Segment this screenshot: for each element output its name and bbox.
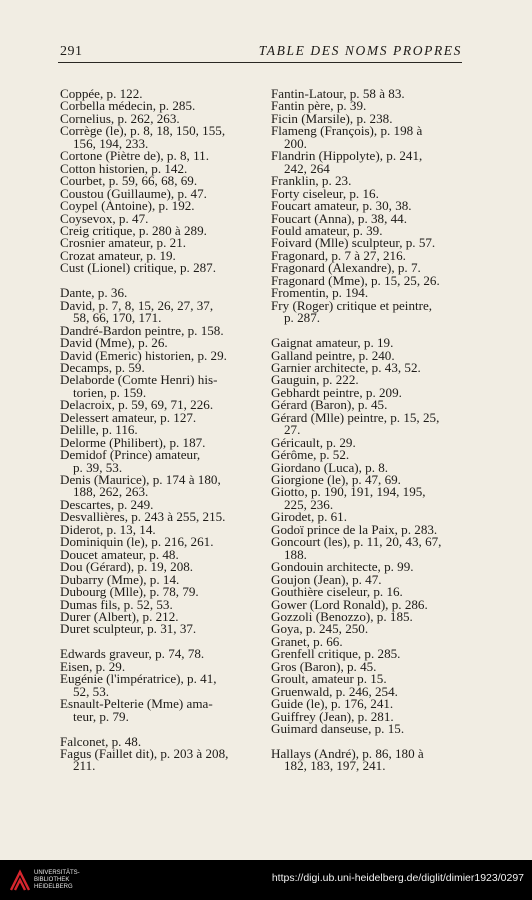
index-entry: Guiffrey (Jean), p. 281. xyxy=(271,708,394,724)
index-entry: Gérard (Mlle) peintre, p. 15, 25, 27. xyxy=(271,409,440,438)
index-entry: David (Emeric) historien, p. 29. xyxy=(60,347,227,363)
index-entry: Descartes, p. 249. xyxy=(60,496,154,512)
index-entry: Goujon (Jean), p. 47. xyxy=(271,571,382,587)
index-entry: Fragonard (Alexandre), p. 7. xyxy=(271,260,421,276)
index-entry: Eugénie (l'impératrice), p. 41, 52, 53. xyxy=(60,671,217,699)
index-entry: Denis (Maurice), p. 174 à 180, 188, 262, 263. xyxy=(60,472,221,500)
index-entry: Goncourt (les), p. 11, 20, 43, 67, 188. xyxy=(271,534,442,562)
index-entry: Giorgione (le), p. 47, 69. xyxy=(271,472,401,488)
index-entry: Dante, p. 36. xyxy=(60,285,128,301)
index-entry: Esnault-Pelterie (Mme) ama- teur, p. 79. xyxy=(60,696,213,724)
index-entry: Gaignat amateur, p. 19. xyxy=(271,335,394,351)
index-entry: Foucart amateur, p. 30, 38. xyxy=(271,198,412,214)
index-entry: Fromentin, p. 194. xyxy=(271,285,369,301)
index-entry: Guide (le), p. 176, 241. xyxy=(271,696,394,712)
index-entry: Gouthière ciseleur, p. 16. xyxy=(271,584,403,600)
library-name: UNIVERSITÄTS- BIBLIOTHEK HEIDELBERG xyxy=(34,870,80,890)
index-entry: Fry (Roger) critique et peintre, p. 287. xyxy=(271,297,433,326)
index-entry: Gruenwald, p. 246, 254. xyxy=(271,683,398,699)
index-entry: Diderot, p. 13, 14. xyxy=(60,521,156,537)
index-entry: Doucet amateur, p. 48. xyxy=(60,546,179,562)
index-entry: Corrège (le), p. 8, 18, 150, 155, 156, 194, 233. xyxy=(60,123,226,151)
index-entry: Coypel (Antoine), p. 192. xyxy=(60,198,195,214)
index-entry: Delessert amateur, p. 127. xyxy=(60,409,197,425)
index-entry: Gondouin architecte, p. 99. xyxy=(271,559,414,575)
index-entry: Gower (Lord Ronald), p. 286. xyxy=(271,596,428,612)
page-number: 291 xyxy=(60,44,83,59)
index-entry: Gérôme, p. 52. xyxy=(271,447,350,463)
index-entry: Dandré-Bardon peintre, p. 158. xyxy=(60,322,224,338)
index-entry: Girodet, p. 61. xyxy=(271,509,348,525)
index-entry: Galland peintre, p. 240. xyxy=(271,347,395,363)
index-entry: Cust (Lionel) critique, p. 287. xyxy=(60,260,217,276)
index-entry: Granet, p. 66. xyxy=(271,633,343,649)
index-entry: Groult, amateur p. 15. xyxy=(271,671,387,687)
index-entry: Dominiquin (le), p. 216, 261. xyxy=(60,534,214,550)
running-head: TABLE DES NOMS PROPRES xyxy=(258,43,462,58)
index-entry: Fagus (Faillet dit), p. 203 à 208, 211. xyxy=(60,745,229,774)
index-entry: Desvallières, p. 243 à 255, 215. xyxy=(60,509,226,525)
index-entry: Foucart (Anna), p. 38, 44. xyxy=(271,210,408,226)
index-entry: Duret sculpteur, p. 31, 37. xyxy=(60,621,197,637)
index-entry: Forty ciseleur, p. 16. xyxy=(271,185,379,201)
index-entry: Grenfell critique, p. 285. xyxy=(271,646,401,662)
index-entry: Cotton historien, p. 142. xyxy=(60,160,188,176)
index-entry: Fantin père, p. 39. xyxy=(271,98,367,114)
index-entry: Gozzoli (Benozzo), p. 185. xyxy=(271,609,413,625)
index-entry: David (Mme), p. 26. xyxy=(60,335,168,351)
index-entry: Coysevox, p. 47. xyxy=(60,210,149,226)
index-entry: Eisen, p. 29. xyxy=(60,658,126,674)
index-entry: Goya, p. 245, 250. xyxy=(271,621,369,637)
index-entry: Coustou (Guillaume), p. 47. xyxy=(60,185,207,201)
index-entry: Cortone (Piètre de), p. 8, 11. xyxy=(60,148,209,164)
index-entry: Franklin, p. 23. xyxy=(271,173,352,189)
index-entry: Fragonard (Mme), p. 15, 25, 26. xyxy=(271,272,440,288)
index-entry: Decamps, p. 59. xyxy=(60,359,145,375)
page-header xyxy=(58,40,462,63)
library-logo-icon xyxy=(8,869,32,893)
index-entry: Gérard (Baron), p. 45. xyxy=(271,397,388,413)
index-entry: Dou (Gérard), p. 19, 208. xyxy=(60,559,194,575)
index-entry: Hallays (André), p. 86, 180 à 182, 183, 197, 241. xyxy=(271,745,424,774)
index-column-right xyxy=(271,88,467,773)
index-entry: Crosnier amateur, p. 21. xyxy=(60,235,187,251)
index-entry: Dumas fils, p. 52, 53. xyxy=(60,596,173,612)
index-entry: Gauguin, p. 222. xyxy=(271,372,359,388)
index-entry: Fantin-Latour, p. 58 à 83. xyxy=(271,86,405,101)
index-entry: Courbet, p. 59, 66, 68, 69. xyxy=(60,173,198,189)
index-entry: Creig critique, p. 280 à 289. xyxy=(60,222,207,238)
index-entry: Gebhardt peintre, p. 209. xyxy=(271,384,402,400)
index-entry: Ficin (Marsile), p. 238. xyxy=(271,110,393,126)
index-column-left xyxy=(60,88,256,773)
index-entry: Fould amateur, p. 39. xyxy=(271,222,383,238)
viewer-footer xyxy=(0,860,532,900)
index-entry: Durer (Albert), p. 212. xyxy=(60,609,179,625)
index-entry: Dubourg (Mlle), p. 78, 79. xyxy=(60,584,199,600)
index-entry: Garnier architecte, p. 43, 52. xyxy=(271,359,421,375)
index-entry: Foivard (Mlle) sculpteur, p. 57. xyxy=(271,235,436,251)
index-entry: Flameng (François), p. 198 à 200. xyxy=(271,123,423,151)
index-entry: Dubarry (Mme), p. 14. xyxy=(60,571,180,587)
index-entry: David, p. 7, 8, 15, 26, 27, 37, 58, 66, 170, 171. xyxy=(60,297,214,326)
index-entry: Delaborde (Comte Henri) his- torien, p. 159. xyxy=(60,372,218,400)
index-entry: Crozat amateur, p. 19. xyxy=(60,247,176,263)
index-entry: Godoï prince de la Paix, p. 283. xyxy=(271,521,438,537)
index-entry: Guimard danseuse, p. 15. xyxy=(271,721,405,737)
index-entry: Cornelius, p. 262, 263. xyxy=(60,110,180,126)
index-entry: Flandrin (Hippolyte), p. 241, 242, 264 xyxy=(271,148,423,176)
index-entry: Coppée, p. 122. xyxy=(60,86,143,101)
source-url-link[interactable]: https://digi.ub.uni-heidelberg.de/diglit/dimier1923/0297 xyxy=(271,872,524,884)
index-entry: Delorme (Philibert), p. 187. xyxy=(60,434,206,450)
index-entry: Edwards graveur, p. 74, 78. xyxy=(60,646,205,662)
index-entry: Corbella médecin, p. 285. xyxy=(60,98,196,114)
index-entry: Giotto, p. 190, 191, 194, 195, 225, 236. xyxy=(271,484,426,512)
index-entry: Giordano (Luca), p. 8. xyxy=(271,459,389,475)
index-entry: Delacroix, p. 59, 69, 71, 226. xyxy=(60,397,214,413)
index-entry: Delille, p. 116. xyxy=(60,422,138,438)
index-entry: Fragonard, p. 7 à 27, 216. xyxy=(271,247,406,263)
index-entry: Gros (Baron), p. 45. xyxy=(271,658,377,674)
index-entry: Géricault, p. 29. xyxy=(271,434,356,450)
index-entry: Falconet, p. 48. xyxy=(60,733,142,749)
index-entry: Demidof (Prince) amateur, p. 39, 53. xyxy=(60,447,201,475)
